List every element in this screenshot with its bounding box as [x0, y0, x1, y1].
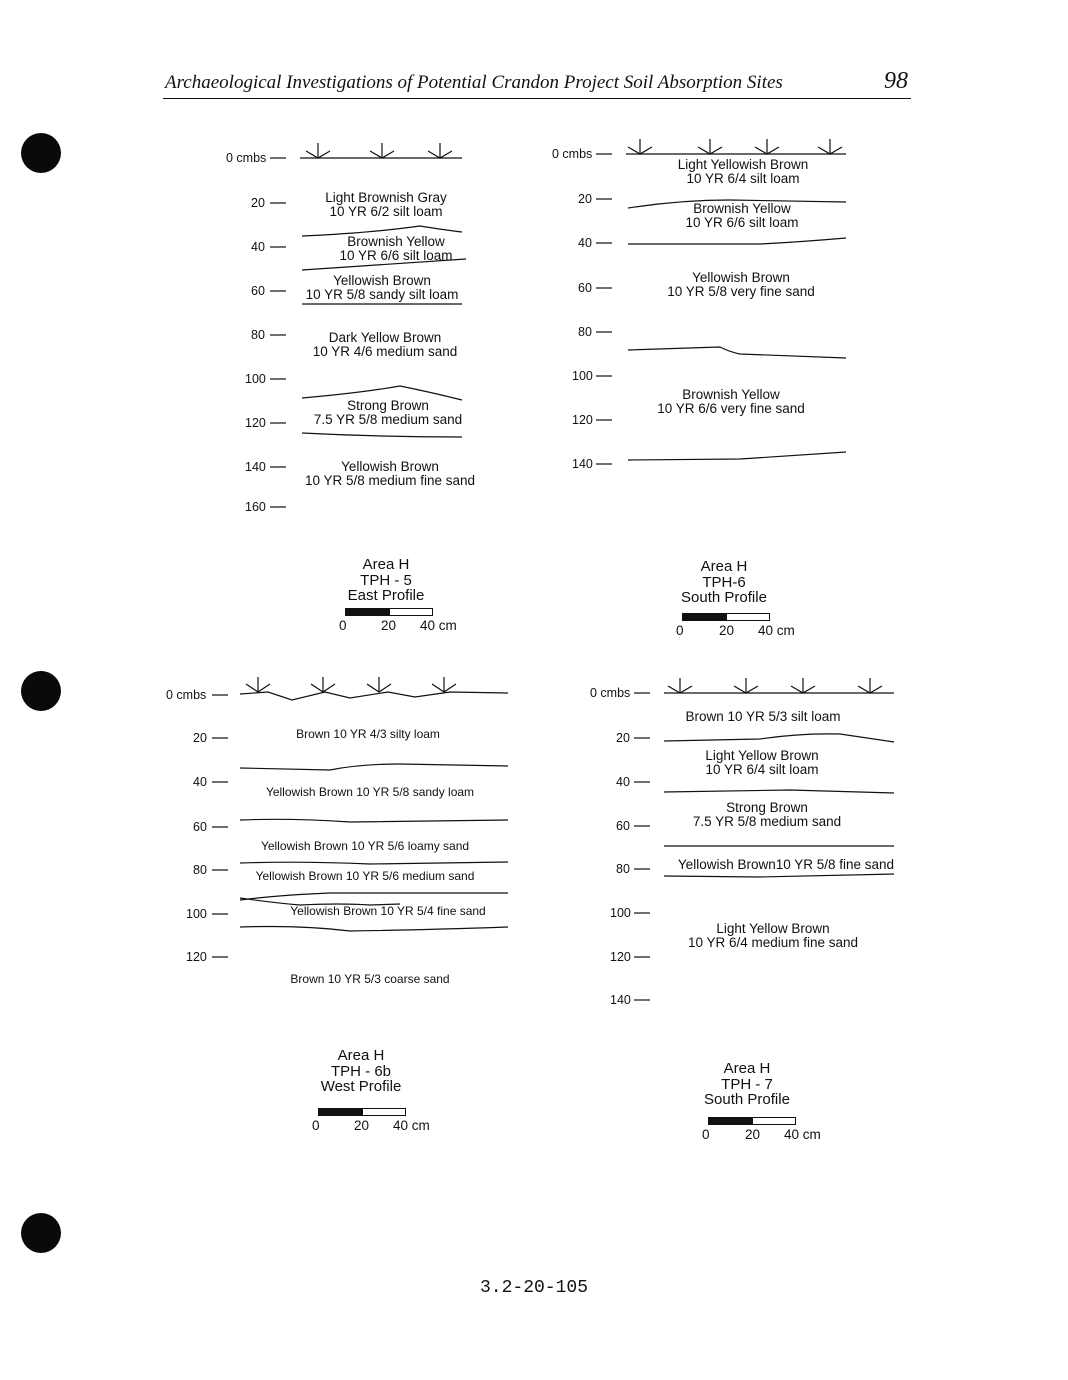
tph6-depth-0: 0 cmbs: [552, 147, 593, 161]
tph5-layer-4: [305, 331, 465, 359]
scale-label-20: 20: [381, 618, 397, 633]
tph6-depth-120: 120: [572, 413, 593, 427]
binder-hole-middle: [21, 671, 61, 711]
layer-desc: 7.5 YR 5/8 medium sand: [313, 412, 463, 427]
scale-label-0: 0: [702, 1127, 710, 1142]
caption-area: Area H: [700, 558, 748, 575]
tph5-depth-60: 60: [251, 284, 265, 298]
tph5-layer-2: [316, 235, 476, 263]
tph6b-layer-1: Brown 10 YR 4/3 silty loam: [296, 727, 440, 741]
layer-desc: 10 YR 6/6 silt loam: [339, 248, 453, 263]
layer-name: Light Yellow Brown: [705, 748, 819, 763]
tph6b-caption: [281, 1048, 441, 1095]
layer-name: Brownish Yellow: [682, 387, 780, 402]
layer-name: Light Brownish Gray: [325, 190, 447, 205]
scale-label-20: 20: [719, 623, 735, 638]
layer-name: Strong Brown: [347, 398, 429, 413]
tph6-depth-80: 80: [578, 325, 592, 339]
layer-desc: 10 YR 6/2 silt loam: [329, 204, 443, 219]
layer-name: Strong Brown: [726, 800, 808, 815]
layer-name: Yellowish Brown: [333, 273, 431, 288]
scale-label-40: 40 cm: [393, 1118, 430, 1133]
tph6-depth-60: 60: [578, 281, 592, 295]
tph6-layer-3: [648, 271, 834, 299]
tph7-depth-120: 120: [610, 950, 631, 964]
footer-doc-number: 3.2-20-105: [479, 1278, 589, 1298]
binder-hole-bottom: [21, 1213, 61, 1253]
tph7-scale-bar: [702, 1117, 838, 1143]
layer-name: Brownish Yellow: [693, 201, 791, 216]
tph5-caption: [306, 557, 466, 604]
tph6-depth-20: 20: [578, 192, 592, 206]
tph6-depth-140: 140: [572, 457, 593, 471]
scale-label-40: 40 cm: [784, 1127, 821, 1142]
tph5-depth-40: 40: [251, 240, 265, 254]
caption-unit: TPH-6: [702, 573, 746, 591]
scale-label-20: 20: [354, 1118, 370, 1133]
caption-area: Area H: [362, 556, 410, 573]
tph7-layer-1: Brown 10 YR 5/3 silt loam: [685, 709, 841, 724]
page-number: 98: [884, 68, 908, 94]
caption-profile: South Profile: [681, 589, 767, 606]
layer-desc: 10 YR 5/8 medium fine sand: [304, 473, 476, 488]
scale-label-40: 40 cm: [758, 623, 795, 638]
tph7-layer-4: Yellowish Brown10 YR 5/8 fine sand: [677, 857, 895, 872]
tph7-layer-5: [680, 922, 866, 950]
layer-name: Light Yellowish Brown: [677, 157, 809, 172]
tph7-depth-0: 0 cmbs: [590, 686, 631, 700]
caption-profile: East Profile: [347, 587, 425, 604]
scale-bar: [318, 1108, 406, 1116]
tph7-depth-80: 80: [616, 862, 630, 876]
tph5-depth-140: 140: [245, 460, 266, 474]
layer-desc: 10 YR 6/4 silt loam: [705, 762, 819, 777]
tph7-caption: [667, 1061, 827, 1108]
tph6b-scale-bar: [312, 1108, 448, 1134]
tph5-scale-bar: [339, 608, 475, 634]
tph6b-depth-120: 120: [186, 950, 207, 964]
caption-unit: TPH - 6b: [330, 1062, 391, 1080]
header-rule: [163, 98, 911, 99]
tph6b-depth-0: 0 cmbs: [166, 688, 207, 702]
scale-label-40: 40 cm: [420, 618, 457, 633]
tph7-layer-3: [677, 801, 857, 829]
caption-area: Area H: [723, 1060, 771, 1077]
caption-profile: West Profile: [320, 1078, 402, 1095]
layer-desc: 10 YR 6/6 very fine sand: [657, 401, 805, 416]
caption-unit: TPH - 7: [721, 1075, 773, 1093]
tph6-caption: [644, 559, 804, 606]
tph5-depth-100: 100: [245, 372, 266, 386]
layer-name: Brownish Yellow: [347, 234, 445, 249]
layer-name: Yellowish Brown: [692, 270, 790, 285]
tph6-layer-4: [638, 388, 824, 416]
tph5-depth-0: 0 cmbs: [226, 151, 267, 165]
caption-unit: TPH - 5: [360, 571, 412, 589]
tph6b-layer-2: Yellowish Brown 10 YR 5/8 sandy loam: [265, 785, 475, 799]
tph5-depth-160: 160: [245, 500, 266, 514]
caption-area: Area H: [337, 1047, 385, 1064]
tph6b-depth-100: 100: [186, 907, 207, 921]
tph7-depth-140: 140: [610, 993, 631, 1007]
tph6-layer-2: [657, 202, 827, 230]
layer-desc: 7.5 YR 5/8 medium sand: [692, 814, 842, 829]
tph5-layer-6: [300, 460, 480, 488]
tph5-layer-3: [302, 274, 462, 302]
tph7-depth-60: 60: [616, 819, 630, 833]
layer-desc: 10 YR 5/8 sandy silt loam: [305, 287, 459, 302]
scale-label-0: 0: [312, 1118, 320, 1133]
scale-bar: [682, 613, 770, 621]
tph7-layer-2: [672, 749, 852, 777]
layer-desc: 10 YR 6/4 silt loam: [686, 171, 800, 186]
binder-hole-top: [21, 133, 61, 173]
tph6b-layer-4: Yellowish Brown 10 YR 5/6 medium sand: [255, 869, 475, 883]
tph6b-layer-3: Yellowish Brown 10 YR 5/6 loamy sand: [260, 839, 470, 853]
layer-desc: 10 YR 4/6 medium sand: [312, 344, 458, 359]
tph6-depth-40: 40: [578, 236, 592, 250]
tph5-layer-5: [308, 399, 468, 427]
layer-desc: 10 YR 6/6 silt loam: [685, 215, 799, 230]
tph6-depth-100: 100: [572, 369, 593, 383]
tph5-layer-1: [306, 191, 466, 219]
page-header-title: Archaeological Investigations of Potential Crandon Project Soil Absorption Sites: [165, 72, 783, 93]
scale-label-20: 20: [745, 1127, 761, 1142]
tph6b-depth-60: 60: [193, 820, 207, 834]
tph6b-layer-6: Brown 10 YR 5/3 coarse sand: [290, 972, 450, 986]
tph6b-depth-20: 20: [193, 731, 207, 745]
tph7-depth-100: 100: [610, 906, 631, 920]
scale-bar: [708, 1117, 796, 1125]
tph5-depth-120: 120: [245, 416, 266, 430]
tph6-scale-bar: [676, 613, 812, 639]
tph6-layer-1: [653, 158, 833, 186]
caption-profile: South Profile: [704, 1091, 790, 1108]
layer-name: Light Yellow Brown: [716, 921, 830, 936]
scale-label-0: 0: [676, 623, 684, 638]
layer-name: Yellowish Brown: [341, 459, 439, 474]
tph5-depth-20: 20: [251, 196, 265, 210]
layer-desc: 10 YR 6/4 medium fine sand: [687, 935, 859, 950]
tph6b-layer-5: Yellowish Brown 10 YR 5/4 fine sand: [290, 904, 486, 918]
layer-desc: 10 YR 5/8 very fine sand: [667, 284, 815, 299]
layer-name: Dark Yellow Brown: [328, 330, 442, 345]
tph6b-depth-80: 80: [193, 863, 207, 877]
tph5-depth-80: 80: [251, 328, 265, 342]
scale-label-0: 0: [339, 618, 347, 633]
tph7-depth-20: 20: [616, 731, 630, 745]
scale-bar: [345, 608, 433, 616]
tph7-depth-40: 40: [616, 775, 630, 789]
tph6b-depth-40: 40: [193, 775, 207, 789]
